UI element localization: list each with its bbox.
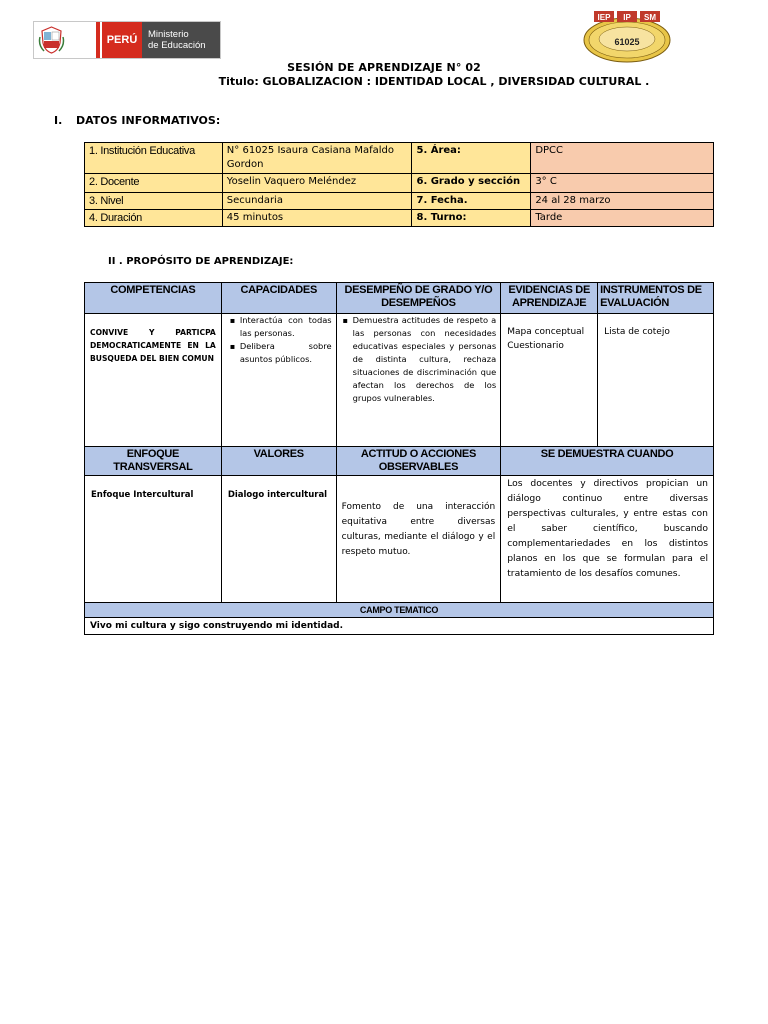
ministry-label: Ministerio de Educación bbox=[142, 22, 220, 58]
section-datos-heading: I. DATOS INFORMATIVOS: bbox=[54, 114, 221, 127]
duracion-label: 4. Duración bbox=[85, 210, 223, 227]
demuestra-text: Los docentes y directivos propician un diálogo continuo entre diversas perspectivas culturales, y entre estas con el saber científico, buscando complementariedades en los distintos planos en los que se formulan para el tratamiento de los desafíos comunes. bbox=[507, 478, 708, 579]
enfoque-cell bbox=[85, 476, 222, 603]
header-competencias: COMPETENCIAS bbox=[85, 283, 222, 314]
grado-value: 3° C bbox=[531, 174, 714, 193]
table-row bbox=[85, 193, 714, 210]
campo-tematico-value: Vivo mi cultura y sigo construyendo mi identidad. bbox=[85, 618, 714, 635]
coat-of-arms-icon bbox=[38, 25, 65, 55]
table-row bbox=[85, 210, 714, 227]
section-proposito-heading: II . PROPÓSITO DE APRENDIZAJE: bbox=[108, 256, 294, 267]
table-row bbox=[85, 283, 714, 314]
nivel-value: Secundaria bbox=[222, 193, 412, 210]
evidencia-2: Cuestionario bbox=[507, 341, 564, 351]
svg-text:SM: SM bbox=[644, 13, 656, 22]
header-actitud: ACTITUD O ACCIONES OBSERVABLES bbox=[336, 447, 501, 476]
list-item: ▪ Interactúa con todas las personas. bbox=[240, 314, 332, 340]
institucion-label: 1. Institución Educativa bbox=[85, 143, 223, 174]
evidencia-1: Mapa conceptual bbox=[507, 327, 585, 337]
table-row bbox=[85, 174, 714, 193]
table-row bbox=[85, 143, 714, 174]
header-enfoque: ENFOQUE TRANSVERSAL bbox=[85, 447, 222, 476]
desempeno-list bbox=[341, 314, 497, 405]
campo-tematico-header: CAMPO TEMATICO bbox=[85, 603, 714, 618]
svg-text:61025: 61025 bbox=[614, 37, 640, 47]
capacidades-list bbox=[228, 314, 332, 366]
header-demuestra: SE DEMUESTRA CUANDO bbox=[501, 447, 714, 476]
header-valores: VALORES bbox=[221, 447, 336, 476]
svg-text:IP: IP bbox=[623, 13, 631, 22]
area-label: 5. Área: bbox=[412, 143, 531, 174]
competencia-cell bbox=[85, 314, 222, 447]
session-title: SESIÓN DE APRENDIZAJE N° 02 bbox=[287, 61, 481, 74]
valor-text: Dialogo intercultural bbox=[227, 490, 328, 500]
header-instrumentos: INSTRUMENTOS DE EVALUACIÓN bbox=[598, 283, 714, 314]
docente-label: 2. Docente bbox=[85, 174, 223, 193]
fecha-label: 7. Fecha. bbox=[412, 193, 531, 210]
instrumento-text: Lista de cotejo bbox=[604, 327, 670, 337]
competencia-text: CONVIVE Y PARTICPA DEMOCRATICAMENTE EN LA BUSQUEDA DEL BIEN COMUN bbox=[90, 328, 216, 363]
table-row bbox=[85, 314, 714, 447]
peru-label: PERÚ bbox=[102, 22, 142, 58]
session-topic: Titulo: GLOBALIZACION : IDENTIDAD LOCAL , DIVERSIDAD CULTURAL . bbox=[218, 75, 650, 88]
table-row bbox=[85, 447, 714, 476]
datos-informativos-table bbox=[84, 142, 714, 227]
institucion-value: N° 61025 Isaura Casiana Mafaldo Gordon bbox=[222, 143, 412, 174]
evidencias-cell bbox=[501, 314, 598, 447]
table-row bbox=[85, 618, 714, 635]
turno-value: Tarde bbox=[531, 210, 714, 227]
nivel-label: 3. Nivel bbox=[85, 193, 223, 210]
proposito-table bbox=[84, 282, 714, 635]
header-evidencias: EVIDENCIAS DE APRENDIZAJE bbox=[501, 283, 598, 314]
svg-text:IEP: IEP bbox=[597, 13, 611, 22]
valor-cell bbox=[221, 476, 336, 603]
enfoque-text: Enfoque Intercultural bbox=[91, 490, 194, 500]
actitud-text: Fomento de una interacción equitativa entre diversas culturas, mediante el diálogo y el respeto mutuo. bbox=[341, 502, 496, 557]
header-capacidades: CAPACIDADES bbox=[221, 283, 336, 314]
actitud-cell bbox=[336, 476, 501, 603]
docente-value: Yoselin Vaquero Meléndez bbox=[222, 174, 412, 193]
area-value: DPCC bbox=[531, 143, 714, 174]
turno-label: 8. Turno: bbox=[412, 210, 531, 227]
instrumento-cell bbox=[598, 314, 714, 447]
table-row bbox=[85, 476, 714, 603]
fecha-value: 24 al 28 marzo bbox=[531, 193, 714, 210]
duracion-value: 45 minutos bbox=[222, 210, 412, 227]
demuestra-cell bbox=[501, 476, 714, 603]
list-item: ▪ Demuestra actitudes de respeto a las personas con necesidades educativas especiales y personas de distinta cultura, rechaza situaciones de discriminación que afectan los derechos de los grupos vulnerables. bbox=[353, 314, 497, 405]
minedu-logo bbox=[33, 21, 221, 59]
school-emblem-icon bbox=[582, 9, 672, 63]
table-row bbox=[85, 603, 714, 618]
grado-label: 6. Grado y sección bbox=[412, 174, 531, 193]
capacidades-cell bbox=[221, 314, 336, 447]
header-desempeno: DESEMPEÑO DE GRADO Y/O DESEMPEÑOS bbox=[336, 283, 501, 314]
desempeno-cell bbox=[336, 314, 501, 447]
list-item: ▪ Delibera sobre asuntos públicos. bbox=[240, 340, 332, 366]
